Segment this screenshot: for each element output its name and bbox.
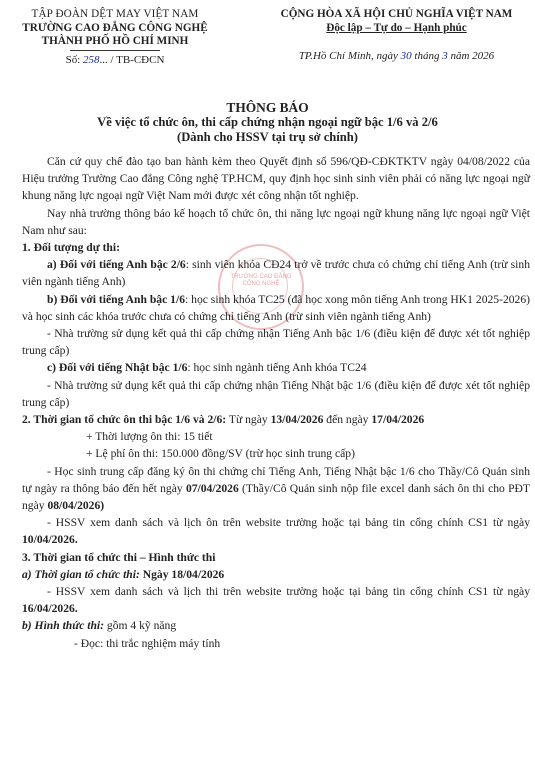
section-3a-exam-time [22,566,530,583]
issue-date-day: 30 [400,50,412,62]
issue-date-month: 3 [442,50,448,62]
section-2-registration [22,463,530,515]
item-a-english-2-6 [22,256,530,290]
exam-list-view-text: - HSSV xem danh sách và lịch thi trên website trường hoặc tại bảng tin cổng chính CS1 từ ngày [47,585,530,599]
item-c-text: : học sinh ngành tiếng Anh khóa TC24 [187,361,367,375]
item-c-label: c) Đối với tiếng Nhật bậc 1/6 [47,361,188,375]
item-c-japanese-1-6 [22,359,530,376]
section-2-schedule-view [22,514,530,548]
registration-deadline: 07/04/2026 [185,481,239,495]
issue-date-mid: tháng [411,50,443,62]
exam-time-label: a) Thời gian tổ chức thi: [22,567,140,581]
registration-text: - Học sinh trung cấp đăng ký ôn thi chứng chỉ Tiếng Anh, Tiếng Nhật bậc 1/6 cho Thầy/Cô Quản sinh tự ngày ra thông báo đến hết ngày [22,464,530,495]
section-2-label: 2. Thời gian tổ chức ôn thi bậc 1/6 và 2/6: [22,413,227,427]
item-b-english-1-6 [22,291,530,325]
exam-list-view-date: 16/04/2026. [22,602,78,616]
issuer-parent-org: TẬP ĐOÀN DỆT MAY VIỆT NAM [31,8,199,20]
schedule-view-date: 10/04/2026. [22,533,78,547]
section-2-duration: + Thời lượng ôn thi: 15 tiết [86,430,213,444]
paragraph-legal-basis: Căn cứ quy chế đào tạo ban hành kèm theo Quyết định số 596/QĐ-CĐKTKTV ngày 04/08/2022 của Hiệu trưởng Trường Cao đẳng Công nghệ TP.HCM, quy định học sinh sinh viên phải có năng lực ngoại ngữ khung năng lực ngoại ngữ Việt Nam mới được xét công nhận tốt nghiệp. [22,155,530,203]
section-3a-list-view [22,583,530,617]
schedule-view-text: - HSSV xem danh sách và lịch ôn trên website trường hoặc tại bảng tin cổng chính CS1 từ ngày [47,516,530,530]
registration-submit-date: 08/04/2026) [47,499,105,513]
official-stamp-text: TRƯỜNG CAO ĐẲNG CÔNG NGHỆ [230,274,292,287]
paragraph-announcement: Nay nhà trường thông báo kế hoạch tổ chức ôn, thi năng lực ngoại ngữ khung năng lực ngoại ngữ Việt Nam như sau: [22,206,530,237]
issuer-school-name: TRƯỜNG CAO ĐẲNG CÔNG NGHỆ [22,21,208,34]
section-3b-exam-format [22,617,530,634]
notice-title-block [0,100,535,145]
national-header [258,8,535,64]
section-3-heading: 3. Thời gian tổ chức thi – Hình thức thi [22,550,216,564]
notice-body [22,153,530,652]
issuer-divider [70,50,160,51]
item-a-label: a) Đối với tiếng Anh bậc 2/6 [47,258,186,272]
section-2-from-label: Từ ngày [226,413,271,427]
section-1-heading: 1. Đối tượng dự thi: [22,241,120,255]
national-title: CỘNG HÒA XÃ HỘI CHỦ NGHĨA VIỆT NAM [280,8,513,20]
national-motto: Độc lập – Tự do – Hạnh phúc [326,21,467,34]
document-number [0,54,230,68]
notice-title: THÔNG BÁO [226,100,309,115]
item-b-label: b) Đối với tiếng Anh bậc 1/6 [47,292,185,306]
issue-date [258,50,535,64]
section-2-from-date: 13/04/2026 [270,413,324,427]
item-b-text: : học sinh khóa TC25 (đã học xong môn tiếng Anh trong HK1 2025-2026) và học sinh các khóa trước chưa có chứng chỉ tiếng Anh (trừ sinh viên ngành tiếng Anh) [22,292,530,323]
issuer-city: THÀNH PHỐ HỒ CHÍ MINH [41,35,189,47]
item-c-note: - Nhà trường sử dụng kết quả thi cấp chứng nhận Tiếng Nhật bậc 1/6 (điều kiện để được xét tốt nghiệp trung cấp) [22,378,530,409]
section-2-heading [22,411,530,428]
section-2-to-label: đến ngày [323,413,372,427]
item-b-note: - Nhà trường sử dụng kết quả thi cấp chứng nhận Tiếng Anh bậc 1/6 (điều kiện để được xét tốt nghiệp trung cấp) [22,327,530,358]
exam-date: Ngày 18/04/2026 [139,567,225,581]
notice-subject: Về việc tổ chức ôn, thi cấp chứng nhận ngoại ngữ bậc 1/6 và 2/6 [97,115,438,129]
exam-format-text: gồm 4 kỹ năng [104,619,177,633]
exam-format-label: b) Hình thức thi: [22,619,104,633]
document-number-prefix: Số: [65,53,84,66]
registration-text-2: (Thầy/Cô Quản sinh nộp file excel danh sách ôn thi cho PĐT ngày [22,481,530,513]
document-number-value: 258 [83,53,100,66]
issuer-header [0,8,230,67]
section-3b-reading: - Đọc: thi trắc nghiệm máy tính [74,636,221,650]
issue-date-prefix: TP.Hồ Chí Minh, ngày [298,50,401,62]
document-number-suffix: ... / TB-CĐCN [99,53,165,66]
item-a-text: : sinh viên khóa CĐ24 trở về trước chưa có chứng chỉ tiếng Anh (trừ sinh viên ngành tiếng Anh) [22,258,530,289]
issue-date-year: năm 2026 [447,50,495,62]
section-2-to-date: 17/04/2026 [371,413,425,427]
section-2-fee: + Lệ phí ôn thi: 150.000 đồng/SV (trừ học sinh trung cấp) [86,447,355,461]
notice-audience: (Dành cho HSSV tại trụ sở chính) [177,130,358,144]
